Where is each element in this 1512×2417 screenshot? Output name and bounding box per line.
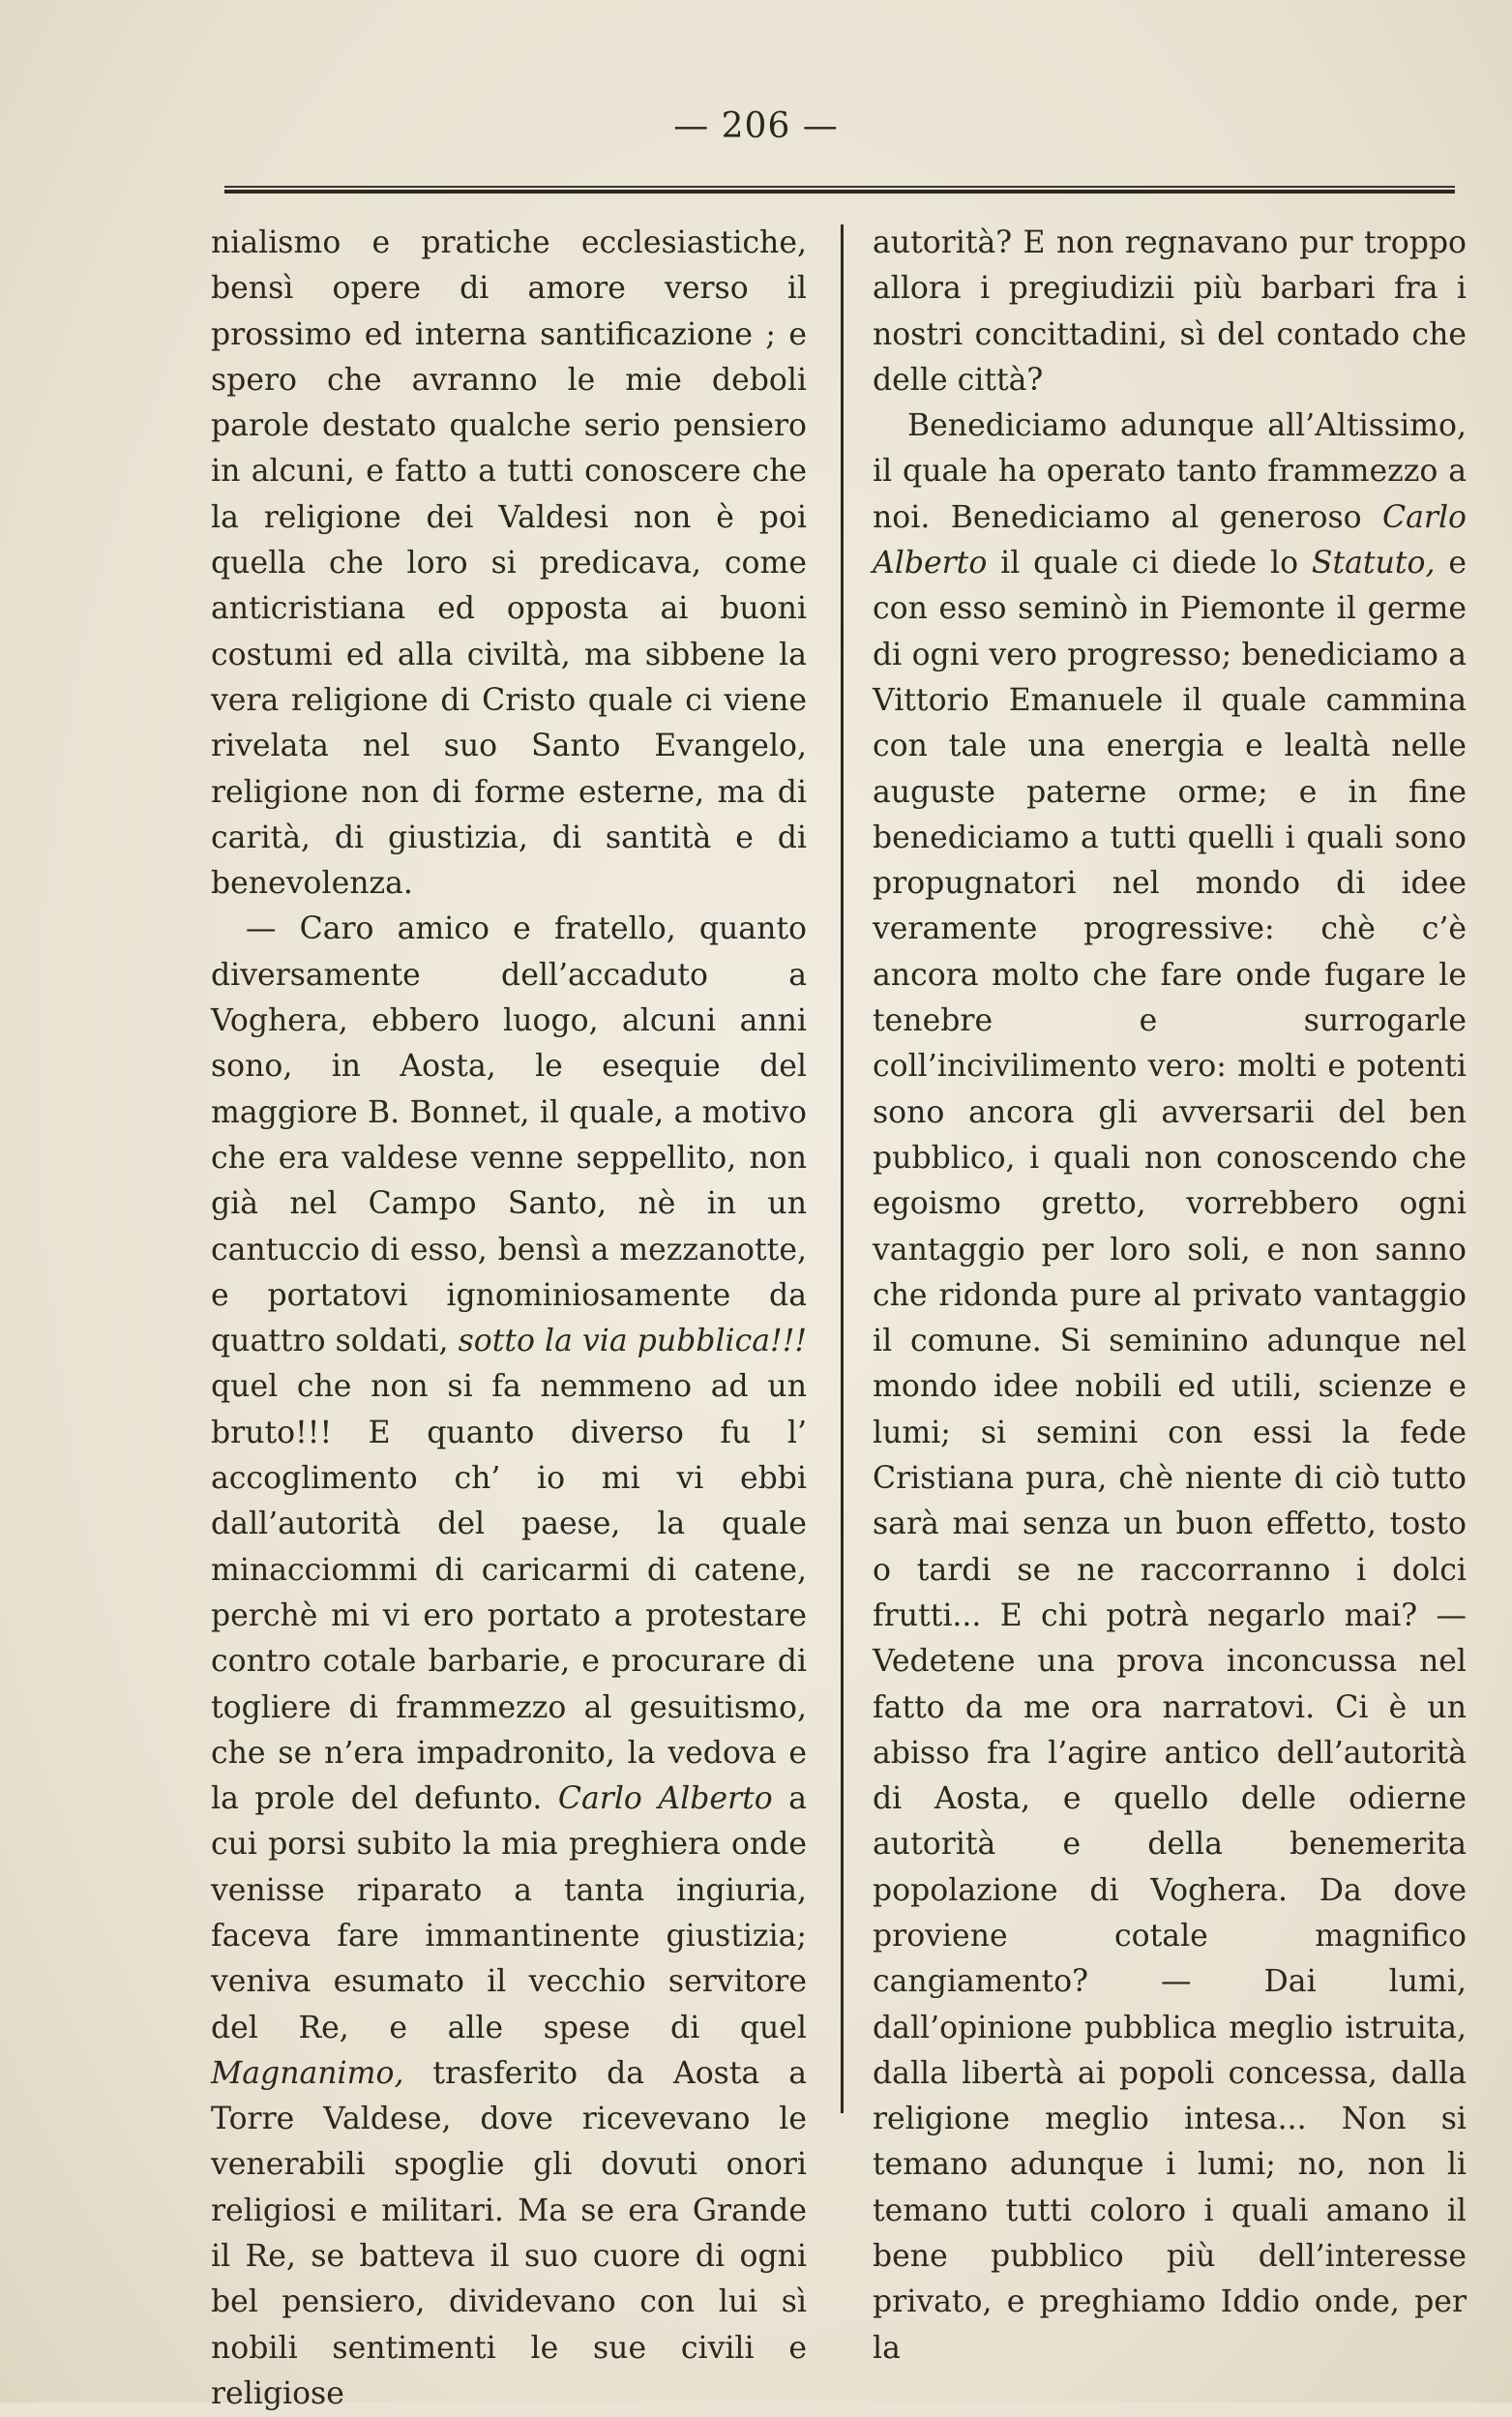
header-rule-thick [224, 190, 1455, 194]
left-p2-text-b: quel che non si fa nemmeno ad un bruto!!! E quanto diverso fu l’ accoglimento ch’ io mi vi ebbi dall’autorità del paese, la quale minacciommi di caricarmi di catene, perchè mi vi ero portato a protestare contro cotale barbarie, e procurare di togliere di frammezzo al gesuitismo, che se n’era impadronito, la vedova e la prole del defunto. [211, 1369, 807, 1817]
left-p2-italic-1: sotto la via pubblica!!! [458, 1324, 808, 1359]
right-p2-italic-2: Statuto, [1311, 546, 1436, 582]
left-p2-italic-3: Magnanimo, [211, 2055, 404, 2091]
right-paragraph-1: autorità? E non regnavano pur troppo allora i pregiudizii più barbari fra i nostri concittadini, sì del contado che delle città? [873, 225, 1467, 398]
left-p2-text-a: — Caro amico e fratello, quanto diversamente dell’accaduto a Voghera, ebbero luogo, alcuni anni sono, in Aosta, le esequie del maggiore B. Bonnet, il quale, a motivo che era valdese venne seppellito, non già nel Campo Santo, nè in un cantuccio di esso, bensì a mezzanotte, e portatovi ignominiosamente da quattro soldati, [211, 911, 807, 1359]
left-paragraph-1: nialismo e pratiche ecclesiastiche, bensì opere di amore verso il prossimo ed interna santificazione ; e spero che avranno le mie deboli parole destato qualche serio pensiero in alcuni, e fatto a tutti conoscere che la religione dei Valdesi non è poi quella che loro si predicava, come anticristiana ed opposta ai buoni costumi ed alla civiltà, ma sibbene la vera religione di Cristo quale ci viene rivelata nel suo Santo Evangelo, religione non di forme esterne, ma di carità, di giustizia, di santità e di benevolenza. [211, 225, 807, 902]
column-divider [841, 224, 844, 2113]
right-p2-text-a: Benediciamo adunque all’Altissimo, il quale ha operato tanto frammezzo a noi. Benediciamo al generoso [873, 408, 1467, 535]
left-paragraph-2 [211, 907, 807, 2417]
left-p2-text-c: a cui porsi subito la mia preghiera onde venisse riparato a tanta ingiuria, faceva fare immantinente giustizia; veniva esumato il vecchio servitore del Re, e alle spese di quel [211, 1781, 807, 2045]
left-column [211, 221, 807, 2417]
right-p2-text-b: il quale ci diede lo [1000, 546, 1299, 582]
left-p2-text-d: trasferito da Aosta a Torre Valdese, dove ricevevano le venerabili spoglie gli dovuti onori religiosi e militari. Ma se era Grande il Re, se batteva il suo cuore di ogni bel pensiero, dividevano con lui sì nobili sentimenti le sue civili e religiose [211, 2055, 807, 2411]
page-number: — 206 — [673, 106, 839, 146]
header-rule-thin [224, 186, 1455, 188]
right-paragraph-2 [873, 403, 1467, 2372]
header-rule [224, 186, 1455, 195]
right-column [873, 221, 1467, 2372]
right-p2-text-c: e con esso seminò in Piemonte il germe di ogni vero progresso; benediciamo a Vittorio Emanuele il quale cammina con tale una energia e lealtà nelle auguste paterne orme; e in fine benediciamo a tutti quelli i quali sono propugnatori nel mondo di idee veramente progressive: chè c’è ancora molto che fare onde fugare le tenebre e surrogarle coll’incivilimento vero: molti e potenti sono ancora gli avversarii del ben pubblico, i quali non conoscendo che egoismo gretto, vorrebbero ogni vantaggio per loro soli, e non sanno che ridonda pure al privato vantaggio il comune. Si seminino adunque nel mondo idee nobili ed utili, scienze e lumi; si semini con essi la fede Cristiana pura, chè niente di ciò tutto sarà mai senza un buon effetto, tosto o tardi se ne raccorranno i dolci frutti... E chi potrà negarlo mai? — Vedetene una prova inconcussa nel fatto da me ora narratovi. Ci è un abisso fra l’agire antico dell’autorità di Aosta, e quello delle odierne autorità e della benemerita popolazione di Voghera. Da dove proviene cotale magnifico cangiamento? — Dai lumi, dall’opinione pubblica meglio istruita, dalla libertà ai popoli concessa, dalla religione meglio intesa... Non si temano adunque i lumi; no, non li temano tutti coloro i quali amano il bene pubblico più dell’interesse privato, e preghiamo Iddio onde, per la [873, 546, 1468, 2366]
left-p2-italic-2: Carlo Alberto [557, 1781, 773, 1817]
right-p2-italic-1: Carlo Alberto [873, 499, 1467, 582]
